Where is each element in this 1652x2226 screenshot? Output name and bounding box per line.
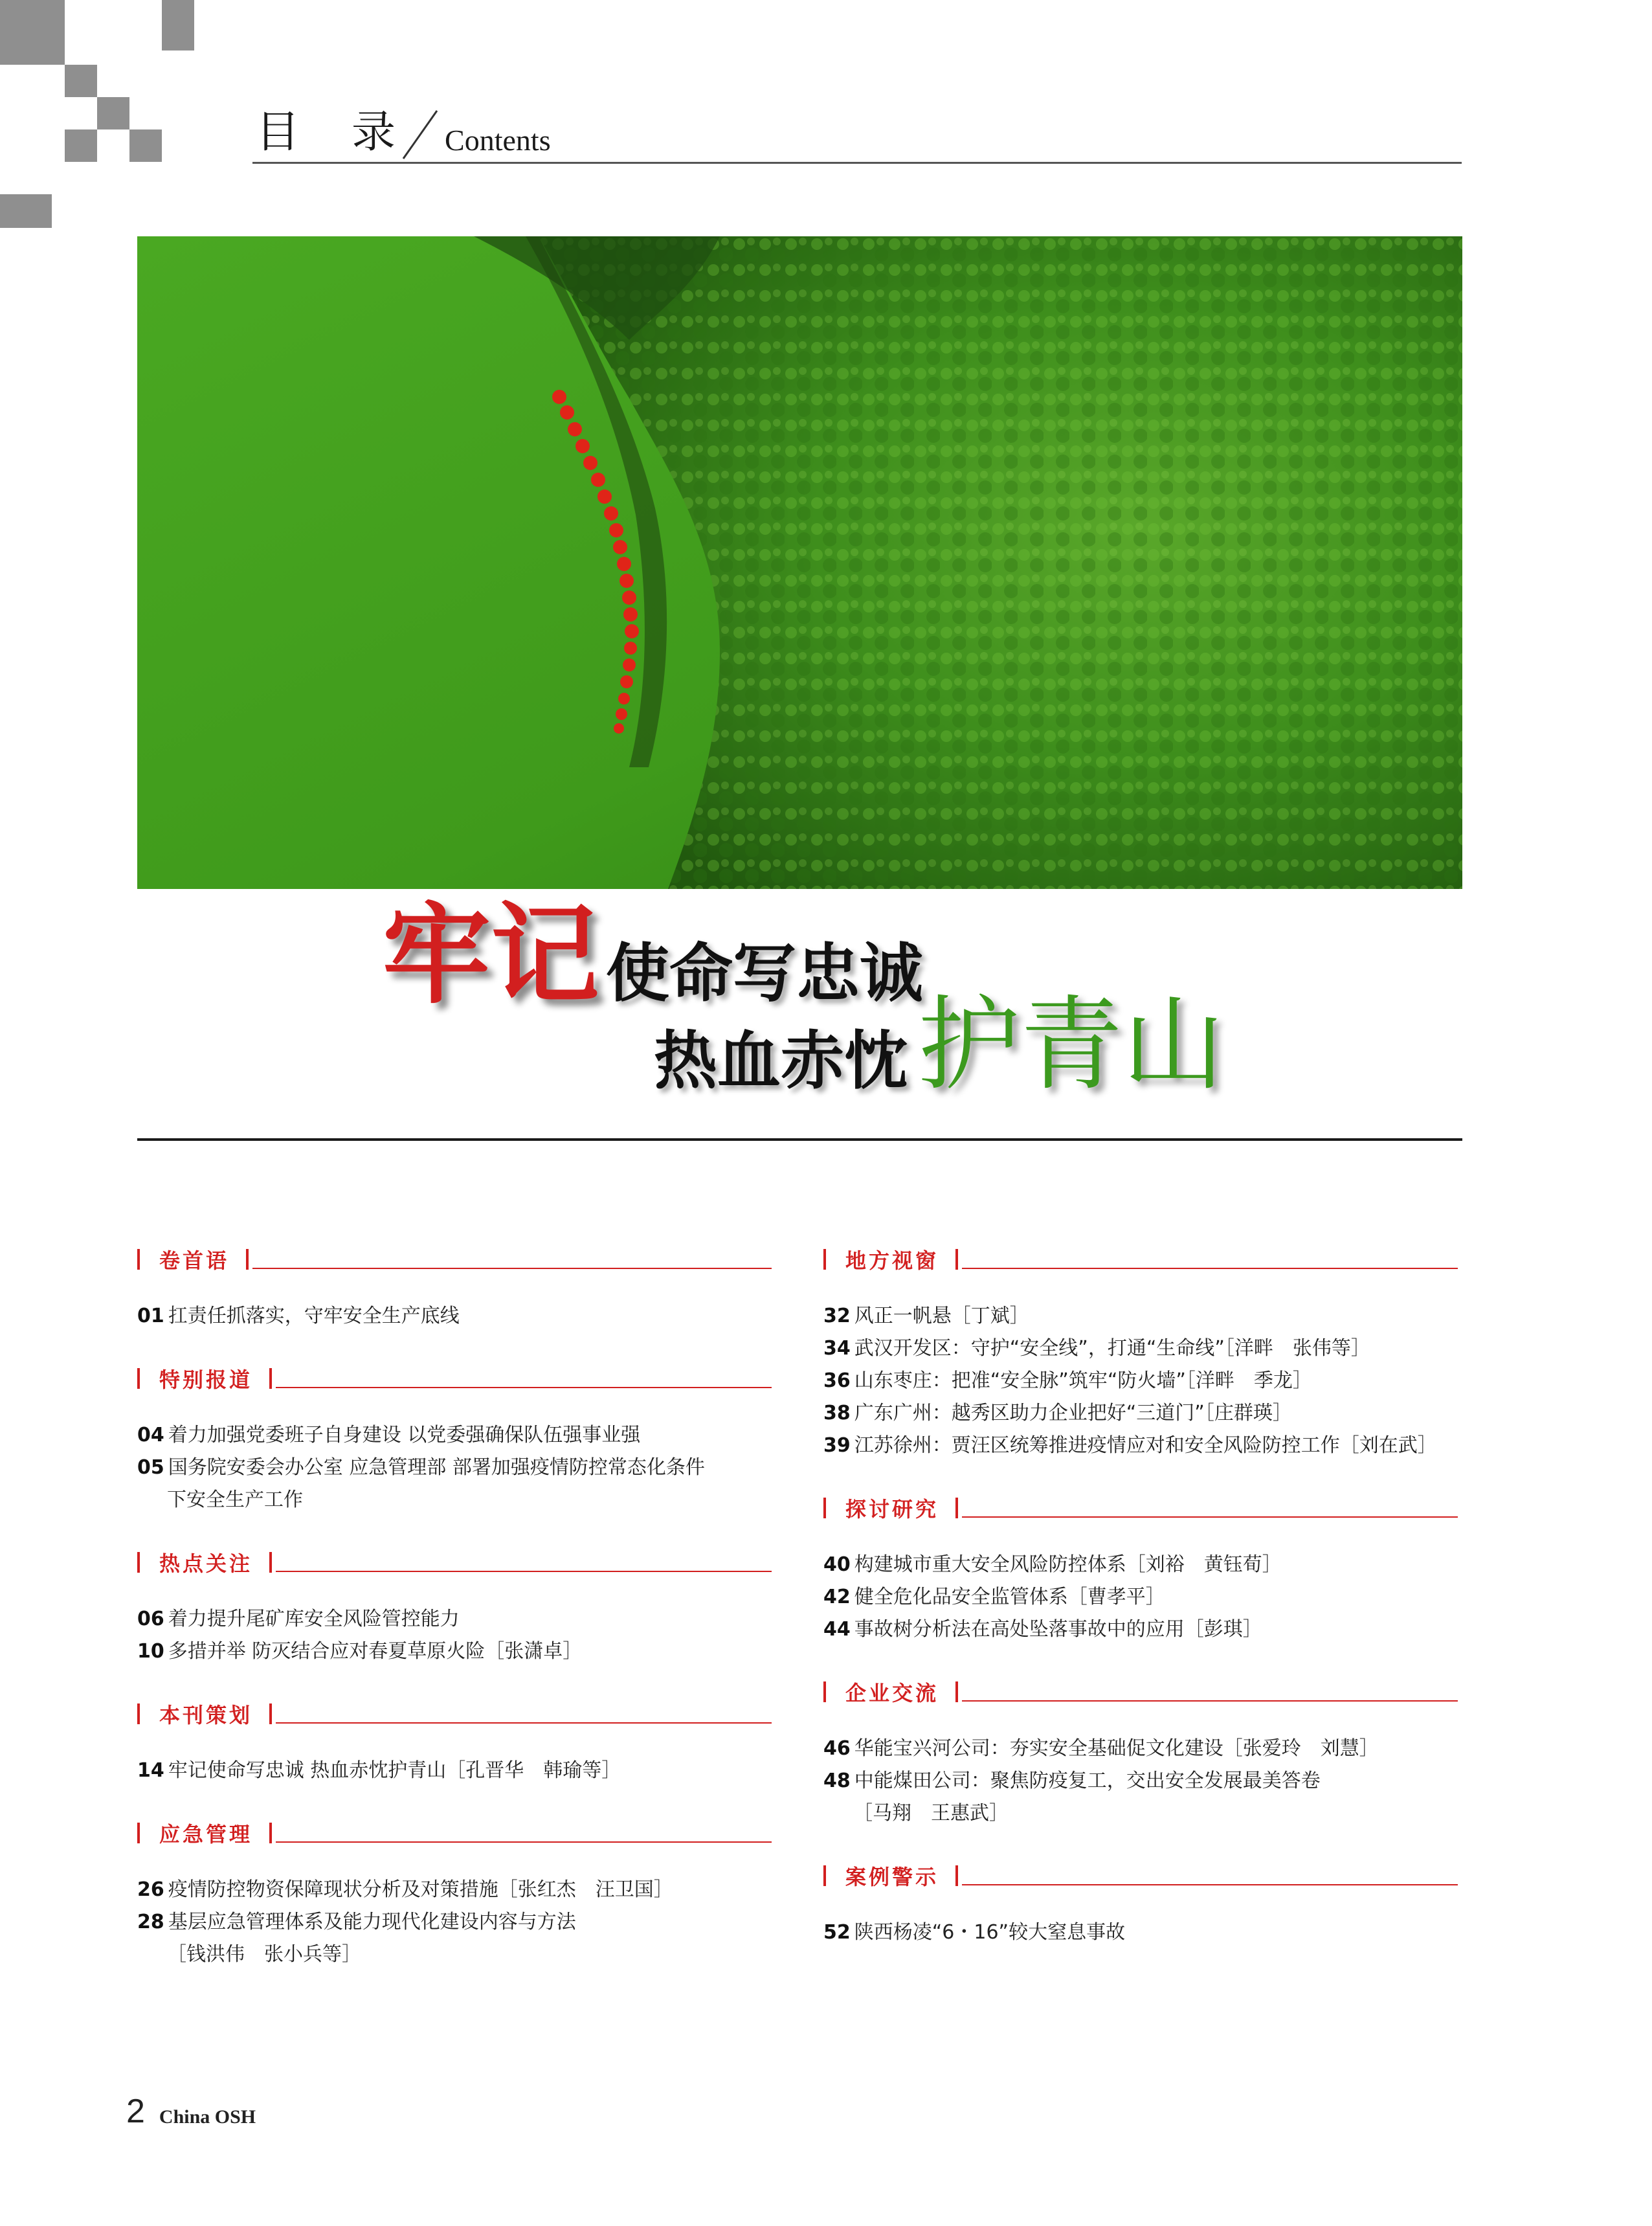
deco-square xyxy=(162,0,194,51)
entry-title: 陕西杨凌“6・16”较大窒息事故 xyxy=(854,1921,1126,1944)
section-header xyxy=(137,1237,772,1282)
contents-title-char-2: 录 xyxy=(352,107,396,158)
deco-square xyxy=(0,0,65,65)
section-rule xyxy=(252,1268,772,1269)
toc-entry-continuation xyxy=(823,1797,1458,1830)
section-items xyxy=(137,1603,772,1668)
section-title: 本刊策划 xyxy=(159,1703,253,1727)
section-title: 应急管理 xyxy=(159,1822,253,1847)
entry-page-number: 48 xyxy=(823,1770,851,1792)
entry-page-number: 14 xyxy=(137,1759,164,1782)
toc-section xyxy=(823,1485,1458,1646)
entry-title-continued: ［钱洪伟 张小兵等］ xyxy=(167,1943,361,1966)
section-rule xyxy=(962,1884,1458,1885)
section-rule xyxy=(276,1841,772,1843)
toc-entry[interactable] xyxy=(823,1300,1458,1332)
entry-title: 着力提升尾矿库安全风险管控能力 xyxy=(168,1608,460,1630)
entry-title: 多措并举 防灭结合应对春夏草原火险［张潇卓］ xyxy=(168,1640,583,1663)
section-title: 地方视窗 xyxy=(845,1248,939,1273)
section-bar xyxy=(137,1703,140,1724)
feature-headline-line2 xyxy=(654,985,1225,1105)
entry-page-number: 44 xyxy=(823,1618,851,1641)
section-rule xyxy=(962,1516,1458,1518)
entry-title: 构建城市重大安全风险防控体系［刘裕 黄钰荀］ xyxy=(854,1553,1282,1576)
section-bar xyxy=(823,1865,826,1886)
contents-title-en: Contents xyxy=(445,124,551,157)
entry-title: 健全危化品安全监管体系［曹孝平］ xyxy=(854,1586,1165,1608)
entry-page-number: 04 xyxy=(137,1424,164,1446)
section-header xyxy=(137,1810,772,1856)
entry-page-number: 36 xyxy=(823,1369,851,1392)
toc-section xyxy=(823,1853,1458,1949)
entry-title: 牢记使命写忠诚 热血赤忱护青山［孔晋华 韩瑜等］ xyxy=(168,1759,621,1782)
toc-entry[interactable] xyxy=(823,1581,1458,1613)
section-items xyxy=(823,1917,1458,1949)
section-items xyxy=(137,1300,772,1332)
entry-page-number: 42 xyxy=(823,1586,851,1608)
section-bar xyxy=(269,1552,272,1573)
toc-entry[interactable] xyxy=(137,1452,772,1484)
feature-headline-line1 xyxy=(382,890,924,1018)
entry-page-number: 01 xyxy=(137,1305,164,1327)
toc-entry-continuation xyxy=(137,1939,772,1971)
toc-entry[interactable] xyxy=(137,1874,772,1906)
header-rule xyxy=(252,162,1462,164)
entry-page-number: 32 xyxy=(823,1305,851,1327)
section-bar xyxy=(955,1865,958,1886)
entry-title: 扛责任抓落实，守牢安全生产底线 xyxy=(168,1305,460,1327)
toc-entry[interactable] xyxy=(823,1765,1458,1797)
section-header xyxy=(823,1485,1458,1531)
deco-square xyxy=(97,97,129,129)
entry-page-number: 28 xyxy=(137,1911,164,1933)
section-bar xyxy=(955,1249,958,1270)
section-header xyxy=(137,1356,772,1401)
section-header xyxy=(137,1540,772,1585)
entry-title: 风正一帆悬［丁斌］ xyxy=(854,1305,1029,1327)
entry-page-number: 40 xyxy=(823,1553,851,1576)
section-header xyxy=(823,1853,1458,1898)
toc-section xyxy=(137,1237,772,1332)
headline-rule xyxy=(137,1138,1462,1141)
section-title: 特别报道 xyxy=(159,1367,253,1392)
section-title: 探讨研究 xyxy=(845,1497,939,1522)
deco-square xyxy=(65,65,97,97)
toc-section xyxy=(823,1669,1458,1830)
section-bar xyxy=(137,1249,140,1270)
section-items xyxy=(137,1874,772,1971)
section-rule xyxy=(962,1700,1458,1702)
contents-title-char-1: 目 xyxy=(256,107,300,158)
headline-black-text: 热血赤忱 xyxy=(654,1024,908,1099)
entry-page-number: 05 xyxy=(137,1456,164,1479)
section-bar xyxy=(137,1552,140,1573)
toc-entry[interactable] xyxy=(137,1603,772,1636)
toc-section xyxy=(137,1540,772,1668)
entry-title: 江苏徐州：贾汪区统筹推进疫情应对和安全风险防控工作［刘在武］ xyxy=(854,1434,1437,1457)
section-bar xyxy=(269,1368,272,1389)
entry-title: 武汉开发区：守护“安全线”，打通“生命线”［洋畔 张伟等］ xyxy=(854,1337,1370,1360)
entry-title: 华能宝兴河公司：夯实安全基础促文化建设［张爱玲 刘慧］ xyxy=(854,1737,1379,1760)
section-title: 热点关注 xyxy=(159,1551,253,1576)
entry-page-number: 46 xyxy=(823,1737,851,1760)
section-bar xyxy=(246,1249,249,1270)
headline-red-text: 牢记 xyxy=(382,890,599,1018)
toc-entry[interactable] xyxy=(137,1906,772,1939)
entry-page-number: 52 xyxy=(823,1921,851,1944)
entry-page-number: 39 xyxy=(823,1434,851,1457)
toc-section xyxy=(137,1810,772,1971)
toc-entry[interactable] xyxy=(823,1917,1458,1949)
entry-title-continued: ［马翔 王惠武］ xyxy=(853,1802,1009,1825)
toc-entry[interactable] xyxy=(823,1549,1458,1581)
entry-page-number: 10 xyxy=(137,1640,164,1663)
section-items xyxy=(137,1419,772,1516)
toc-entry[interactable] xyxy=(137,1755,772,1787)
deco-square xyxy=(129,129,162,162)
deco-square xyxy=(65,129,97,162)
toc-section xyxy=(137,1356,772,1516)
section-title: 企业交流 xyxy=(845,1681,939,1705)
entry-title: 国务院安委会办公室 应急管理部 部署加强疫情防控常态化条件 xyxy=(168,1456,705,1479)
entry-title: 基层应急管理体系及能力现代化建设内容与方法 xyxy=(168,1911,576,1933)
section-rule xyxy=(276,1387,772,1388)
toc-entry[interactable] xyxy=(823,1430,1458,1462)
section-bar xyxy=(955,1681,958,1702)
toc-left-column xyxy=(137,1237,772,1994)
section-header xyxy=(823,1669,1458,1714)
entry-title: 广东广州：越秀区助力企业把好“三道门”［庄群瑛］ xyxy=(854,1402,1292,1424)
section-header xyxy=(137,1691,772,1737)
deco-square xyxy=(0,194,52,228)
toc-entry[interactable] xyxy=(823,1397,1458,1430)
toc-entry-continuation xyxy=(137,1484,772,1516)
magazine-name: China OSH xyxy=(159,2106,256,2128)
toc-entry[interactable] xyxy=(823,1733,1458,1765)
slash-divider xyxy=(401,109,440,160)
headline-green-text: 护青山 xyxy=(918,985,1225,1105)
entry-page-number: 38 xyxy=(823,1402,851,1424)
section-bar xyxy=(137,1368,140,1389)
section-rule xyxy=(276,1571,772,1572)
entry-title: 中能煤田公司：聚焦防疫复工，交出安全发展最美答卷 xyxy=(854,1770,1321,1792)
entry-title: 疫情防控物资保障现状分析及对策措施［张红杰 汪卫国］ xyxy=(168,1878,673,1901)
toc-entry[interactable] xyxy=(823,1365,1458,1397)
page-number: 2 xyxy=(126,2093,145,2130)
section-bar xyxy=(955,1498,958,1518)
entry-page-number: 34 xyxy=(823,1337,851,1360)
section-items xyxy=(823,1733,1458,1830)
entry-page-number: 26 xyxy=(137,1878,164,1901)
section-items xyxy=(823,1300,1458,1462)
section-bar xyxy=(137,1823,140,1843)
toc-right-column xyxy=(823,1237,1458,1972)
entry-title: 事故树分析法在高处坠落事故中的应用［彭琪］ xyxy=(854,1618,1262,1641)
entry-title: 山东枣庄：把准“安全脉”筑牢“防火墙”［洋畔 季龙］ xyxy=(854,1369,1312,1392)
headline-black-text: 使命写忠诚 xyxy=(606,936,924,1011)
section-bar xyxy=(823,1498,826,1518)
entry-title-continued: 下安全生产工作 xyxy=(167,1489,303,1511)
toc-section xyxy=(137,1691,772,1787)
toc-entry[interactable] xyxy=(823,1613,1458,1646)
section-bar xyxy=(269,1703,272,1724)
toc-entry[interactable] xyxy=(823,1332,1458,1365)
section-title: 案例警示 xyxy=(845,1865,939,1889)
toc-entry[interactable] xyxy=(137,1636,772,1668)
section-rule xyxy=(962,1268,1458,1269)
section-items xyxy=(137,1755,772,1787)
toc-section xyxy=(823,1237,1458,1462)
page-header xyxy=(256,97,551,160)
section-bar xyxy=(269,1823,272,1843)
entry-page-number: 06 xyxy=(137,1608,164,1630)
toc-entry[interactable] xyxy=(137,1300,772,1332)
section-bar xyxy=(823,1681,826,1702)
section-items xyxy=(823,1549,1458,1646)
page-footer xyxy=(126,2095,256,2128)
section-rule xyxy=(276,1722,772,1724)
entry-title: 着力加强党委班子自身建设 以党委强确保队伍强事业强 xyxy=(168,1424,641,1446)
hero-photo xyxy=(137,236,1462,889)
section-bar xyxy=(823,1249,826,1270)
section-header xyxy=(823,1237,1458,1282)
toc-entry[interactable] xyxy=(137,1419,772,1452)
section-title: 卷首语 xyxy=(159,1248,230,1273)
